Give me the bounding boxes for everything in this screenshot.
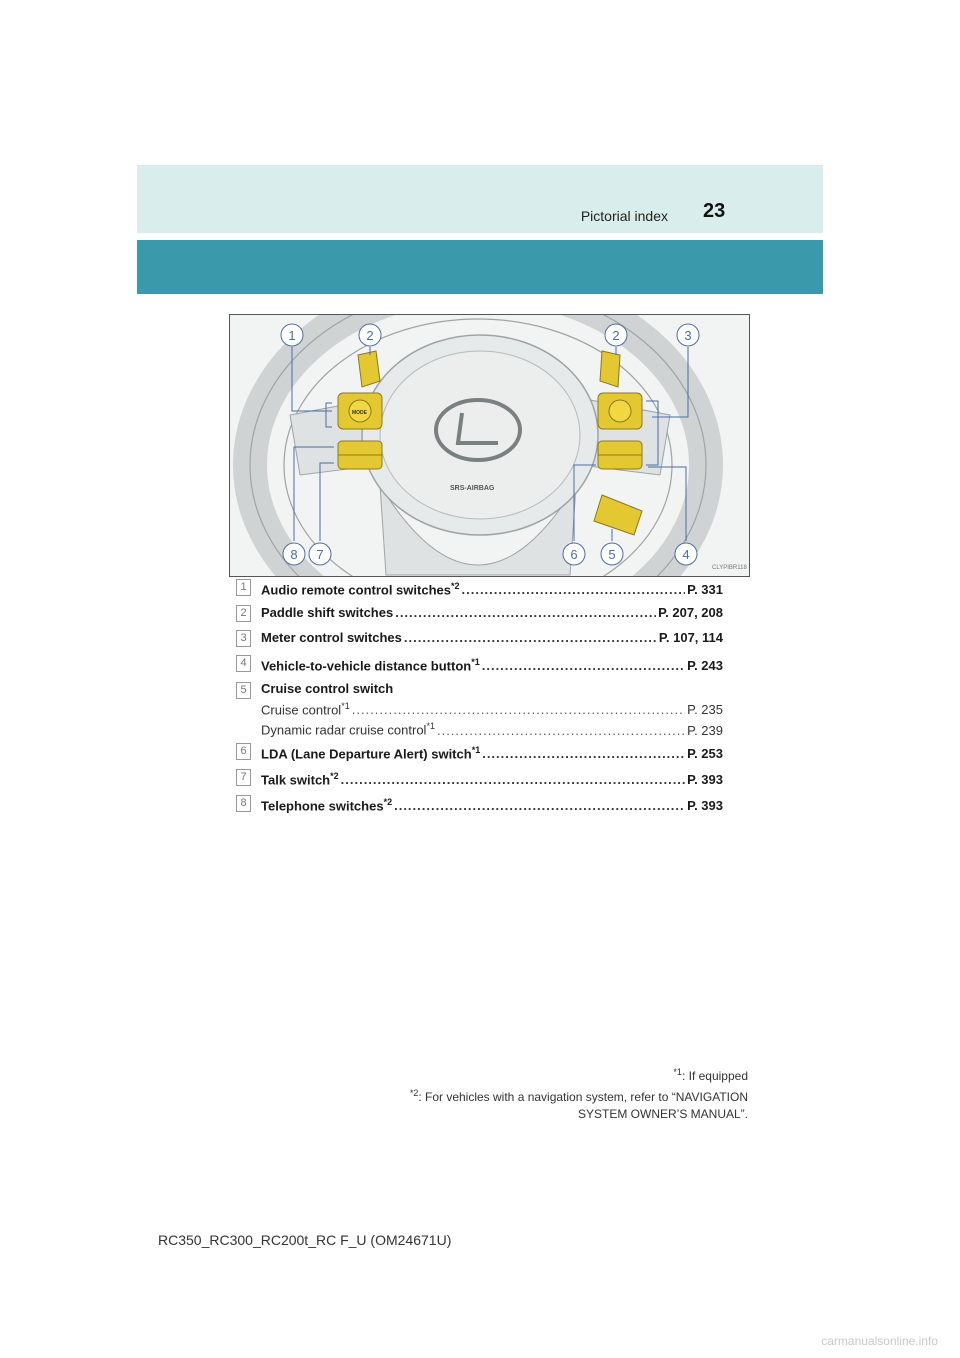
- figure-code: CLYPIBR118: [712, 565, 747, 571]
- item-list: [236, 577, 723, 819]
- callout-1: 1: [288, 328, 296, 343]
- list-item: [236, 628, 723, 653]
- list-item: [236, 680, 723, 741]
- sub-item: [261, 718, 723, 738]
- callout-2-right: 2: [612, 328, 620, 343]
- item-footnote-mark: *1: [341, 701, 350, 711]
- callout-3: 3: [684, 328, 692, 343]
- item-label: Talk switch: [261, 772, 331, 788]
- callout-6: 6: [570, 547, 578, 562]
- item-number: 2: [236, 605, 251, 622]
- leader-dots: [404, 628, 657, 647]
- item-number: 4: [236, 655, 251, 672]
- page-ref-link[interactable]: P. 331: [687, 582, 723, 598]
- item-label: Meter control switches: [261, 630, 402, 645]
- footnote-2-mark: *2: [409, 1088, 419, 1098]
- item-footnote-mark: *1: [471, 745, 481, 755]
- leader-dots: [482, 744, 685, 763]
- sub-item: [261, 698, 723, 718]
- sub-item-label: Dynamic radar cruise control: [261, 722, 427, 738]
- footnote-2-text-line2: SYSTEM OWNER’S MANUAL”.: [577, 1107, 748, 1121]
- list-item: [236, 653, 723, 680]
- item-number: 8: [236, 795, 251, 812]
- airbag-label: SRS-AIRBAG: [450, 485, 495, 492]
- callout-7: 7: [316, 547, 324, 562]
- page-ref-link[interactable]: P. 239: [687, 722, 723, 738]
- item-number: 1: [236, 579, 251, 596]
- leader-dots: [395, 603, 656, 622]
- header-bar: [137, 240, 823, 294]
- page-ref-link[interactable]: P. 207, 208: [658, 605, 723, 620]
- footnote-2-text: : For vehicles with a navigation system, refer to “NAVIGATION: [418, 1090, 748, 1104]
- item-number: 7: [236, 769, 251, 786]
- item-label: Audio remote control switches: [261, 582, 451, 598]
- callout-2-left: 2: [366, 328, 374, 343]
- steering-wheel-illustration: [229, 314, 750, 577]
- sub-item-label: Cruise control: [261, 702, 342, 718]
- leader-dots: [482, 656, 685, 675]
- leader-dots: [394, 796, 685, 815]
- item-footnote-mark: *1: [426, 721, 435, 732]
- mode-label: MODE: [352, 410, 367, 416]
- callout-5: 5: [608, 547, 616, 562]
- item-footnote-mark: *2: [330, 771, 339, 781]
- model-code: RC350_RC300_RC200t_RC F_U (OM24671U): [158, 1232, 452, 1248]
- list-item: [236, 741, 723, 767]
- item-number: 6: [236, 743, 251, 760]
- footnotes: [410, 1064, 748, 1123]
- leader-dots: [437, 722, 685, 739]
- list-item: [236, 577, 723, 603]
- section-title: Pictorial index: [580, 208, 668, 224]
- footnote-1-mark: *1: [673, 1067, 682, 1077]
- page-ref-link[interactable]: P. 107, 114: [658, 630, 723, 645]
- page-ref-link[interactable]: P. 393: [687, 798, 723, 814]
- leader-dots: [352, 701, 685, 718]
- item-label: Paddle shift switches: [261, 605, 394, 620]
- item-label: LDA (Lane Departure Alert) switch: [261, 746, 472, 762]
- page-ref-link[interactable]: P. 253: [687, 746, 723, 762]
- item-footnote-mark: *2: [450, 581, 460, 591]
- list-item: [236, 603, 723, 628]
- list-item: [236, 793, 723, 819]
- item-label: Telephone switches: [261, 798, 384, 814]
- callout-4: 4: [682, 547, 690, 562]
- page-ref-link[interactable]: P. 235: [687, 702, 723, 718]
- callout-8: 8: [290, 547, 298, 562]
- page-ref-link[interactable]: P. 243: [687, 658, 723, 674]
- item-number: 3: [236, 630, 251, 647]
- page-ref-link[interactable]: P. 393: [687, 772, 723, 788]
- item-footnote-mark: *2: [383, 797, 393, 807]
- watermark: carmanualsonline.info: [821, 1334, 938, 1348]
- page-number: 23: [703, 200, 726, 222]
- leader-dots: [341, 770, 685, 789]
- footnote-1-text: : If equipped: [681, 1069, 748, 1083]
- item-footnote-mark: *1: [471, 657, 480, 667]
- item-label: Vehicle-to-vehicle distance button: [261, 658, 472, 674]
- item-label: Cruise control switch: [261, 681, 394, 696]
- leader-dots: [462, 580, 686, 599]
- list-item: [236, 767, 723, 793]
- item-number: 5: [236, 682, 251, 699]
